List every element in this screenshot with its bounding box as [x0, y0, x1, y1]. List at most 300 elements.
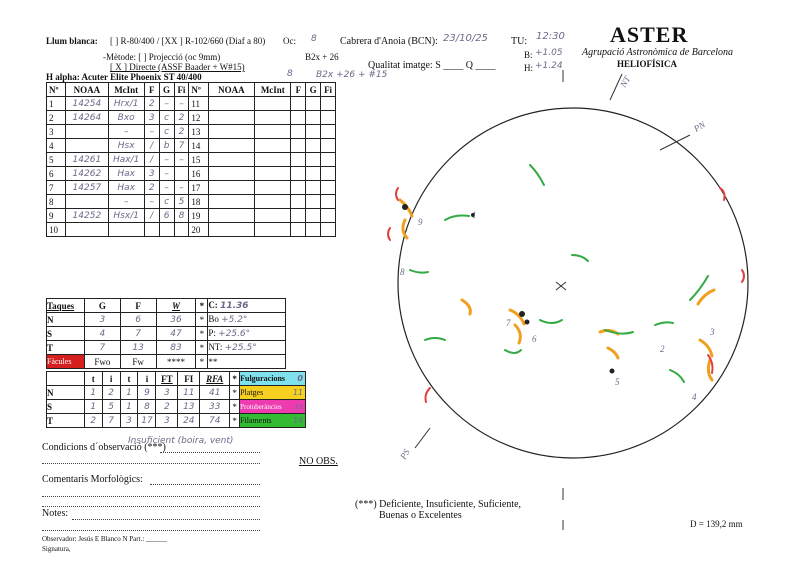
f-cell: 2 — [144, 97, 159, 111]
qualitat-line: Qualitat imatge: S ____ Q ____ — [368, 60, 496, 71]
filament — [655, 322, 673, 325]
header-g-right: G — [306, 83, 321, 97]
prominences-group — [388, 188, 744, 402]
group-number: 8 — [400, 267, 405, 277]
stars4-label: **** — [156, 355, 196, 369]
g-cell-right — [306, 111, 321, 125]
fi-cell: – — [174, 153, 189, 167]
f-cell: 3 — [144, 167, 159, 181]
taques-row-label: S — [47, 327, 85, 341]
row-number-right: 18 — [189, 195, 208, 209]
noaa-cell-right — [208, 223, 255, 237]
mcint-cell-right — [255, 181, 291, 195]
row-number: 9 — [47, 209, 66, 223]
row-number: 4 — [47, 139, 66, 153]
condicions-hand: Insuficient (boira, vent) — [128, 436, 234, 446]
facules-value: 1 — [120, 386, 138, 400]
taques-g-header: G — [84, 299, 120, 313]
ps-axis — [415, 428, 430, 448]
condicions-dots-2 — [42, 463, 260, 464]
g-cell-right — [306, 181, 321, 195]
table-row — [47, 125, 336, 139]
header-f-right: F — [291, 83, 306, 97]
extra-value: +25.6° — [218, 329, 251, 339]
c-label: C: — [208, 300, 218, 310]
fh-t1: t — [84, 372, 102, 386]
taques-row-label: N — [47, 313, 85, 327]
pn-axis — [660, 135, 690, 150]
row-number-right: 20 — [189, 223, 208, 237]
f-cell-right — [291, 167, 306, 181]
legend-label: Filaments — [240, 416, 272, 425]
taques-c-cell — [208, 299, 286, 313]
facules-label: Fàcules — [47, 355, 85, 369]
legend-fulguracions-value: 0 — [297, 374, 303, 383]
g-cell-right — [306, 125, 321, 139]
fi-cell: – — [174, 97, 189, 111]
facules-value: 5 — [102, 400, 120, 414]
taques-row-label: T — [47, 341, 85, 355]
group-number: 4 — [692, 392, 697, 402]
g-cell — [159, 223, 174, 237]
header-n: Nº — [47, 83, 66, 97]
facules-value: 1 — [84, 400, 102, 414]
table-header-row — [47, 83, 336, 97]
nt-axis — [610, 74, 622, 100]
f-cell: / — [144, 139, 159, 153]
facules-star: * — [196, 355, 208, 369]
noaa-cell-right — [208, 97, 255, 111]
row-number: 7 — [47, 181, 66, 195]
mcint-cell: Hsx/1 — [108, 209, 144, 223]
fi-cell-right — [321, 181, 336, 195]
taques-g-value: 3 — [84, 313, 120, 327]
f-cell: 2 — [144, 181, 159, 195]
g-cell: c — [159, 195, 174, 209]
group-number: 9 — [418, 217, 423, 227]
facules-value: 3 — [156, 386, 178, 400]
ps-label: PS — [398, 447, 412, 461]
row-number-right: 16 — [189, 167, 208, 181]
facules-row — [47, 414, 306, 428]
facules-star: * — [230, 414, 240, 428]
facules-value: 2 — [102, 386, 120, 400]
f-cell-right — [291, 125, 306, 139]
legend-2 — [240, 400, 306, 414]
aster-subtitle: Agrupació Astronòmica de Barcelona — [582, 47, 733, 58]
f-cell-right — [291, 111, 306, 125]
noaa-cell: 14254 — [66, 97, 109, 111]
oc-label: Oc: — [283, 36, 296, 46]
noaa-cell: 14262 — [66, 167, 109, 181]
table-row — [47, 209, 336, 223]
noaa-cell-right — [208, 139, 255, 153]
taques-g-value: 4 — [84, 327, 120, 341]
taques-extra-cell — [208, 341, 286, 355]
filament — [505, 350, 521, 353]
noaa-cell: 14264 — [66, 111, 109, 125]
legend-1 — [240, 386, 306, 400]
table-row — [47, 97, 336, 111]
location-label: Cabrera d'Anoia (BCN): — [340, 36, 438, 47]
facules-value: 2 — [156, 400, 178, 414]
halpha-line: H alpha: Acuter Elite Phoenix ST 40/400 — [46, 72, 202, 82]
fi-cell: 7 — [174, 139, 189, 153]
notes-dots-2 — [42, 530, 260, 531]
g-cell-right — [306, 97, 321, 111]
facules-row — [47, 386, 306, 400]
sunspots-group — [402, 204, 615, 374]
facules-value: 1 — [84, 386, 102, 400]
comentaris-dots — [150, 484, 260, 485]
g-cell: c — [159, 111, 174, 125]
facules-row-label: N — [47, 386, 85, 400]
h-value: +1.24 — [535, 61, 563, 71]
header-fi-right: Fi — [321, 83, 336, 97]
group-number: 5 — [615, 377, 620, 387]
signatura-line: Signatura, — [42, 545, 71, 553]
header-fi: Fi — [174, 83, 189, 97]
f-cell — [144, 223, 159, 237]
mcint-cell-right — [255, 139, 291, 153]
mcint-cell: Hax — [108, 167, 144, 181]
facules-row — [47, 400, 306, 414]
f-cell-right — [291, 181, 306, 195]
mcint-cell-right — [255, 223, 291, 237]
g-cell: 6 — [159, 209, 174, 223]
table-row — [47, 153, 336, 167]
row-number-right: 12 — [189, 111, 208, 125]
f-cell: / — [144, 209, 159, 223]
taques-g-value: 7 — [84, 341, 120, 355]
sunspot — [402, 204, 408, 210]
fi-cell: 5 — [174, 195, 189, 209]
noaa-cell-right — [208, 125, 255, 139]
taques-row — [47, 341, 286, 355]
table-row — [47, 181, 336, 195]
fw-label: Fw — [120, 355, 156, 369]
solar-disk-outline — [398, 108, 748, 458]
header-mcint-right: McInt — [255, 83, 291, 97]
row-number-right: 19 — [189, 209, 208, 223]
sunspot — [519, 311, 525, 317]
fwo-label: Fwo — [84, 355, 120, 369]
llum-label: Llum blanca: — [46, 36, 98, 46]
table-row — [47, 111, 336, 125]
fh-star: * — [230, 372, 240, 386]
g-cell-right — [306, 153, 321, 167]
fh-i2: i — [138, 372, 156, 386]
f-cell-right — [291, 139, 306, 153]
legend-fulguracions-label: Fulguracions — [240, 374, 286, 383]
fi-cell-right — [321, 167, 336, 181]
plage — [700, 340, 712, 356]
fi-cell-right — [321, 195, 336, 209]
noaa-cell — [66, 195, 109, 209]
taques-header: Taques — [47, 299, 85, 313]
taques-star: * — [196, 313, 208, 327]
row-number: 8 — [47, 195, 66, 209]
sunspot — [525, 320, 530, 325]
hand-8: 8 — [287, 69, 293, 79]
table-row — [47, 223, 336, 237]
mcint-cell-right — [255, 167, 291, 181]
taques-w-value: 47 — [156, 327, 196, 341]
notes-dots — [72, 519, 260, 520]
llum-options: [ ] R-80/400 / [XX ] R-102/660 (Diaf a 80) — [110, 36, 266, 46]
fh-rfa: RFA — [200, 372, 230, 386]
taques-row — [47, 313, 286, 327]
facules-row-label: T — [47, 414, 85, 428]
filament — [572, 255, 588, 261]
header-mcint: McInt — [108, 83, 144, 97]
taques-table — [46, 298, 286, 369]
noaa-cell-right — [208, 153, 255, 167]
taques-f-value: 6 — [120, 313, 156, 327]
g-cell: – — [159, 97, 174, 111]
g-cell: – — [159, 167, 174, 181]
extra-label: NT: — [208, 342, 223, 352]
filament — [670, 370, 684, 382]
facules-value: 17 — [138, 414, 156, 428]
facules-row — [47, 355, 286, 369]
facules-value: 7 — [102, 414, 120, 428]
g-cell-right — [306, 195, 321, 209]
facules-value: 13 — [178, 400, 200, 414]
f-cell-right — [291, 209, 306, 223]
noaa-cell — [66, 223, 109, 237]
mcint-cell-right — [255, 97, 291, 111]
stars2-label: ** — [208, 355, 286, 369]
no-obs-label: NO OBS. — [299, 456, 338, 467]
noaa-cell-right — [208, 195, 255, 209]
fi-cell-right — [321, 153, 336, 167]
mcint-cell — [108, 223, 144, 237]
fi-cell: – — [174, 181, 189, 195]
b-value: +1.05 — [535, 48, 563, 58]
plage — [608, 348, 618, 358]
header-g: G — [159, 83, 174, 97]
legend-fulguracions — [240, 372, 306, 386]
notes-label: Notes: — [42, 508, 69, 519]
legend-3 — [240, 414, 306, 428]
fi-cell-right — [321, 97, 336, 111]
noaa-cell — [66, 125, 109, 139]
row-number-right: 17 — [189, 181, 208, 195]
sunspot — [610, 369, 615, 374]
noaa-cell-right — [208, 181, 255, 195]
mcint-cell: Hax — [108, 181, 144, 195]
facules-header-row — [47, 372, 306, 386]
row-number: 5 — [47, 153, 66, 167]
facules-value: 11 — [178, 386, 200, 400]
observador-line: Observador: Jesús E Blanco N Part.: ______ — [42, 535, 168, 543]
mcint-cell: – — [108, 195, 144, 209]
filament — [410, 270, 428, 273]
taques-f-value: 7 — [120, 327, 156, 341]
taques-star: * — [196, 327, 208, 341]
fi-cell-right — [321, 125, 336, 139]
facules-value: 41 — [200, 386, 230, 400]
filament — [445, 216, 469, 221]
facules-table — [46, 371, 306, 428]
taques-extra-cell — [208, 313, 286, 327]
taques-star: * — [196, 341, 208, 355]
comentaris-dots-2 — [42, 496, 260, 497]
noaa-cell-right — [208, 209, 255, 223]
facules-row-label: S — [47, 400, 85, 414]
taques-f-value: 13 — [120, 341, 156, 355]
g-cell-right — [306, 209, 321, 223]
extra-value: +25.5° — [224, 343, 257, 353]
observation-table — [46, 82, 336, 237]
table-row — [47, 195, 336, 209]
filament — [540, 320, 562, 323]
table-row — [47, 167, 336, 181]
g-cell: c — [159, 125, 174, 139]
extra-label: P: — [208, 328, 216, 338]
plage — [515, 325, 520, 343]
quality-legend-note-2: Buenas o Excelentes — [379, 510, 462, 521]
condicions-label: Condicions d´observació (***) — [42, 442, 166, 453]
prominence — [388, 228, 390, 240]
pn-label: PN — [692, 119, 707, 134]
legend-value: 10 — [294, 402, 303, 411]
header-noaa: NOAA — [66, 83, 109, 97]
solar-disk-drawing — [360, 70, 780, 530]
header-n-right: Nº — [189, 83, 208, 97]
fi-cell-right — [321, 223, 336, 237]
filament — [605, 330, 633, 334]
row-number: 10 — [47, 223, 66, 237]
facules-value: 1 — [120, 400, 138, 414]
row-number-right: 13 — [189, 125, 208, 139]
row-number: 6 — [47, 167, 66, 181]
legend-label: Protuberàncies — [240, 402, 282, 411]
mcint-cell: Hsx — [108, 139, 144, 153]
taques-w-value: 83 — [156, 341, 196, 355]
noaa-cell-right — [208, 111, 255, 125]
fi-cell — [174, 167, 189, 181]
taques-star-header: * — [196, 299, 208, 313]
facules-star: * — [230, 386, 240, 400]
group-number: 6 — [532, 334, 537, 344]
group-number: 2 — [660, 344, 665, 354]
mcint-cell: Hax/1 — [108, 153, 144, 167]
plage — [462, 300, 470, 314]
row-number-right: 14 — [189, 139, 208, 153]
mcint-cell-right — [255, 195, 291, 209]
g-cell-right — [306, 223, 321, 237]
mcint-cell-right — [255, 125, 291, 139]
taques-header-row — [47, 299, 286, 313]
mcint-cell-right — [255, 111, 291, 125]
fh-t2: t — [120, 372, 138, 386]
section-title: HELIOFÍSICA — [617, 59, 678, 69]
facules-star: * — [230, 400, 240, 414]
aster-logo: ASTER — [610, 22, 689, 47]
legend-value: 11 — [292, 388, 303, 397]
f-cell-right — [291, 153, 306, 167]
f-cell: / — [144, 153, 159, 167]
row-number: 3 — [47, 125, 66, 139]
facules-value: 8 — [138, 400, 156, 414]
noaa-cell-right — [208, 167, 255, 181]
mcint-cell-right — [255, 209, 291, 223]
taques-w-header: W — [156, 299, 196, 313]
row-number-right: 15 — [189, 153, 208, 167]
fh-i1: i — [102, 372, 120, 386]
b-label: B: — [524, 50, 533, 60]
fh-ft: FT — [156, 372, 178, 386]
facules-value: 9 — [138, 386, 156, 400]
row-number: 2 — [47, 111, 66, 125]
facules-value: 74 — [200, 414, 230, 428]
fh-fi: FI — [178, 372, 200, 386]
c-value: 11.36 — [220, 301, 249, 311]
legend-value: 14 — [292, 416, 303, 425]
condicions-dots — [160, 452, 260, 453]
fi-cell-right — [321, 139, 336, 153]
filament — [530, 165, 544, 185]
f-cell-right — [291, 195, 306, 209]
facules-value: 33 — [200, 400, 230, 414]
plage — [698, 290, 714, 304]
h-label: H: — [524, 63, 533, 73]
noaa-cell: 14252 — [66, 209, 109, 223]
g-cell: – — [159, 181, 174, 195]
nt-label: NT — [618, 74, 633, 89]
fi-cell-right — [321, 209, 336, 223]
oc-value: 8 — [311, 34, 317, 44]
header-f: F — [144, 83, 159, 97]
directe-line: [ X ] Directe (ASSF Baader + W#15) — [110, 62, 245, 72]
facules-corner — [47, 372, 85, 386]
mcint-cell: Bxo — [108, 111, 144, 125]
group-number: 3 — [710, 327, 715, 337]
f-cell-right — [291, 97, 306, 111]
mcint-cell-right — [255, 153, 291, 167]
filament — [425, 338, 445, 340]
quality-legend-note: (***) Deficiente, Insuficiente, Suficiente, — [355, 499, 522, 510]
facules-value: 24 — [178, 414, 200, 428]
tu-value: 12:30 — [536, 31, 565, 42]
plages-group — [400, 200, 714, 380]
g-cell: b — [159, 139, 174, 153]
facules-value: 3 — [156, 414, 178, 428]
prominence — [426, 388, 431, 402]
taques-extra-cell — [208, 327, 286, 341]
legend-label: Platges — [240, 388, 264, 397]
extra-label: Bo — [208, 314, 219, 324]
noaa-cell: 14261 — [66, 153, 109, 167]
obs-date: 23/10/25 — [443, 33, 488, 44]
extra-value: +5.2° — [221, 315, 248, 325]
g-cell-right — [306, 139, 321, 153]
taques-w-value: 36 — [156, 313, 196, 327]
prominence — [396, 188, 398, 200]
f-cell: 3 — [144, 111, 159, 125]
group-numbers — [400, 210, 715, 402]
facules-value: 2 — [84, 414, 102, 428]
tu-label: TU: — [511, 36, 528, 47]
group-number: 1 — [472, 210, 477, 220]
taques-f-header: F — [120, 299, 156, 313]
b2x-hand: B2x +26 + #15 — [316, 70, 388, 80]
mcint-cell: – — [108, 125, 144, 139]
header-noaa-right: NOAA — [208, 83, 255, 97]
facules-value: 3 — [120, 414, 138, 428]
